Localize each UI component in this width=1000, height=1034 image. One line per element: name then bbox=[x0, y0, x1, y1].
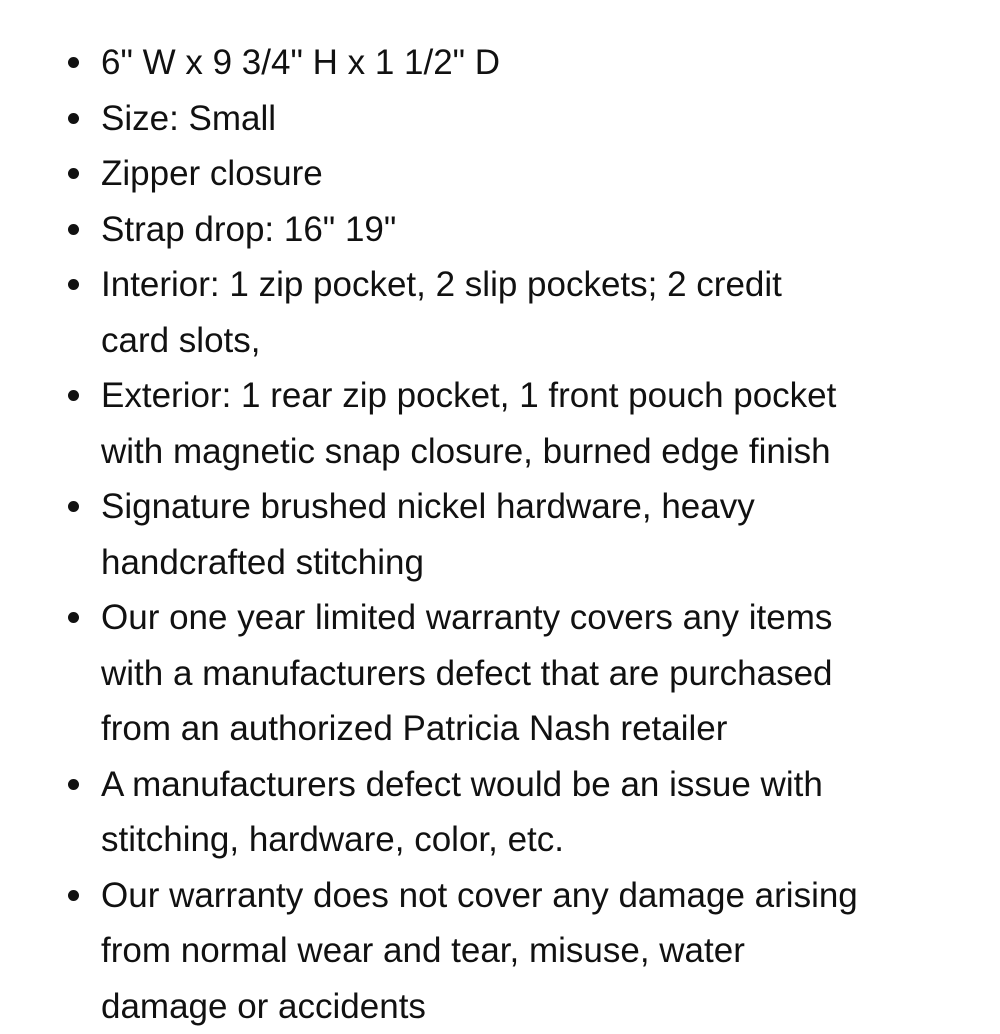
list-item-defect bbox=[0, 757, 1000, 868]
product-details-list bbox=[0, 35, 1000, 1034]
list-item-text: Size: Small bbox=[101, 91, 960, 147]
list-item-warranty-exclusions bbox=[0, 868, 1000, 1034]
list-item-interior bbox=[0, 257, 1000, 368]
list-item-text: card slots, bbox=[101, 313, 960, 369]
list-item-text: Signature brushed nickel hardware, heavy bbox=[101, 479, 960, 535]
list-item-text: from normal wear and tear, misuse, water bbox=[101, 923, 960, 979]
list-item-hardware bbox=[0, 479, 1000, 590]
list-item-text: Interior: 1 zip pocket, 2 slip pockets; 2 credit bbox=[101, 257, 960, 313]
bullet-icon bbox=[68, 890, 79, 901]
bullet-icon bbox=[68, 612, 79, 623]
list-item-warranty bbox=[0, 590, 1000, 757]
bullet-icon bbox=[68, 501, 79, 512]
list-item-closure bbox=[0, 146, 1000, 202]
list-item-text: A manufacturers defect would be an issue with bbox=[101, 757, 960, 813]
list-item-text: from an authorized Patricia Nash retailer bbox=[101, 701, 960, 757]
list-item-strap-drop bbox=[0, 202, 1000, 258]
list-item-text: Our warranty does not cover any damage arising bbox=[101, 868, 960, 924]
list-item-text: with magnetic snap closure, burned edge finish bbox=[101, 424, 960, 480]
bullet-icon bbox=[68, 390, 79, 401]
bullet-icon bbox=[68, 168, 79, 179]
bullet-icon bbox=[68, 224, 79, 235]
bullet-icon bbox=[68, 779, 79, 790]
list-item-text: Exterior: 1 rear zip pocket, 1 front pouch pocket bbox=[101, 368, 960, 424]
list-item-text: stitching, hardware, color, etc. bbox=[101, 812, 960, 868]
list-item-text: Our one year limited warranty covers any items bbox=[101, 590, 960, 646]
list-item-text: Zipper closure bbox=[101, 146, 960, 202]
list-item-dimensions bbox=[0, 35, 1000, 91]
bullet-icon bbox=[68, 279, 79, 290]
list-item-size bbox=[0, 91, 1000, 147]
bullet-icon bbox=[68, 113, 79, 124]
list-item-exterior bbox=[0, 368, 1000, 479]
list-item-text: 6" W x 9 3/4" H x 1 1/2" D bbox=[101, 35, 960, 91]
list-item-text: Strap drop: 16" 19" bbox=[101, 202, 960, 258]
list-item-text: damage or accidents bbox=[101, 979, 960, 1034]
list-item-text: handcrafted stitching bbox=[101, 535, 960, 591]
bullet-icon bbox=[68, 57, 79, 68]
list-item-text: with a manufacturers defect that are purchased bbox=[101, 646, 960, 702]
